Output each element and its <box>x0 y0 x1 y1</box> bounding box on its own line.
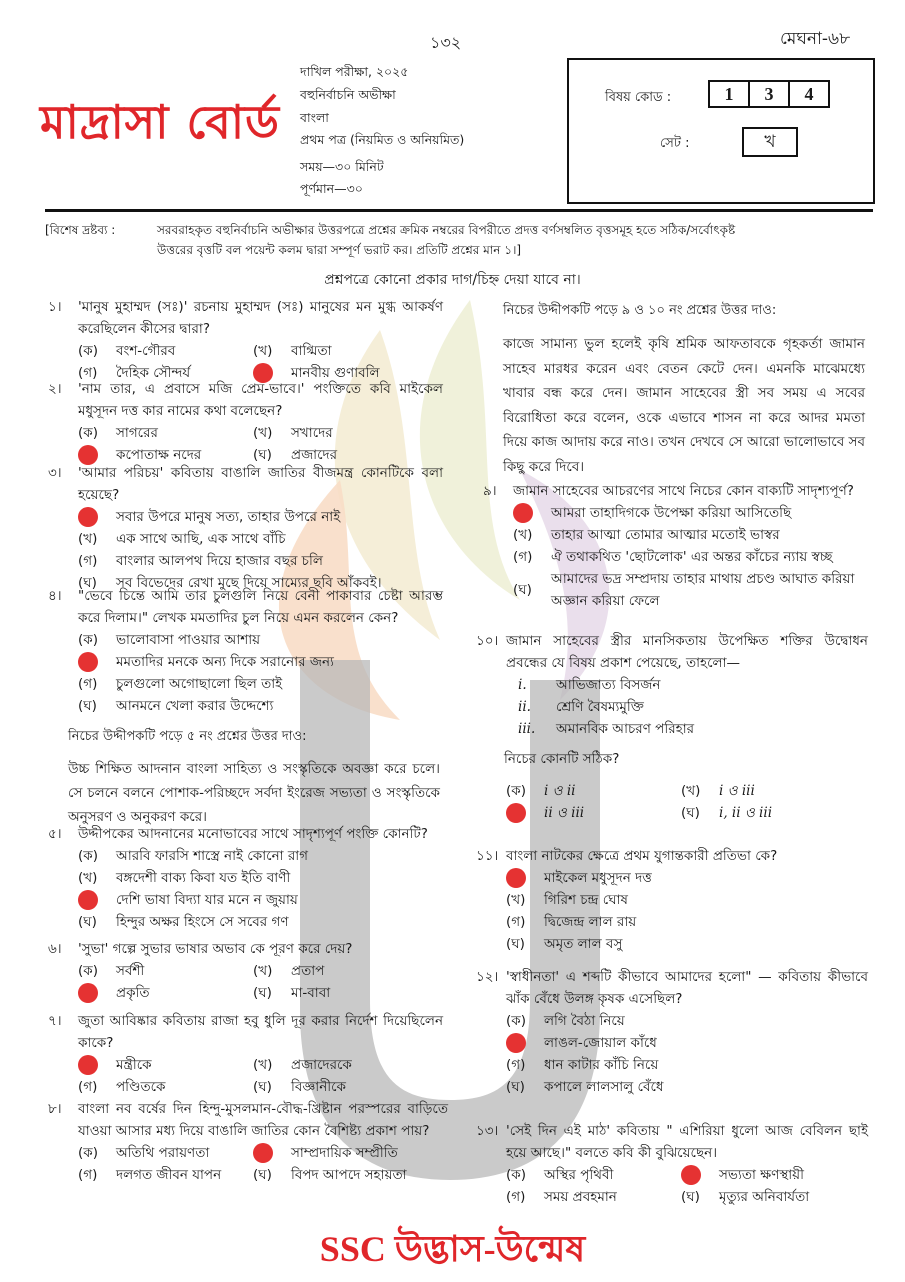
option-list <box>48 422 443 466</box>
option-label: (ঘ) <box>78 698 97 714</box>
option-text: সখাদের <box>291 425 333 441</box>
question-12 <box>476 966 868 1098</box>
question-7 <box>48 1010 443 1098</box>
page-number: ১৩২ <box>430 33 462 52</box>
question-4 <box>48 585 443 717</box>
question-text: 'স্বাধীনতা' এ শব্দটি কীভাবে আমাদের হলো" — কবিতায় কীভাবে ঝাঁক বেঁধে উলঙ্গ কৃষক এসেছিল? <box>506 969 868 1007</box>
question-header <box>476 845 868 867</box>
option-text: আমাদের ভদ্র সম্প্রদায় তাহার মাথায় প্রচণ্ড আঘাত করিয়া অজ্ঞান করিয়া ফেলে <box>551 571 855 609</box>
option[interactable] <box>78 960 253 982</box>
option-list <box>476 867 868 955</box>
option-label: (খ) <box>253 425 273 441</box>
subject-code-cells <box>708 80 830 108</box>
option-label: (ঘ) <box>681 1189 700 1205</box>
option-text: লাঙল-জোয়াল কাঁধে <box>544 1035 657 1051</box>
option[interactable] <box>253 960 443 982</box>
statement-item <box>518 718 868 740</box>
question-header <box>48 823 448 845</box>
question-text: উদ্দীপকের আদনানের মনোভাবের সাথে সাদৃশ্যপূর্ণ পংক্তি কোনটি? <box>78 826 428 842</box>
option-list <box>48 506 443 594</box>
question-text: জামান সাহেবের আচরণের সাথে নিচের কোন বাক্যটি সাদৃশ্যপূর্ণ? <box>513 483 854 499</box>
option-selected[interactable] <box>506 802 681 824</box>
option-label: (ঘ) <box>506 936 525 952</box>
option[interactable] <box>506 780 681 802</box>
option-label: (ক) <box>78 425 98 441</box>
option[interactable] <box>681 802 868 824</box>
question-text: জুতা আবিষ্কার কবিতায় রাজা হবু ধুলি দূর করার নির্দেশ দিয়েছিলেন কাকে? <box>78 1013 443 1051</box>
option-text: সময় প্রবহমান <box>544 1189 617 1205</box>
option-label: (ঘ) <box>253 447 272 463</box>
option-selected[interactable] <box>78 1054 253 1076</box>
option[interactable] <box>253 422 443 444</box>
subject-code-digit: 3 <box>750 82 790 106</box>
option-label: (গ) <box>506 1057 526 1073</box>
question-header <box>48 462 443 506</box>
option-text: দলগত জীবন যাপন <box>116 1167 222 1183</box>
question-text: বাংলা নব বর্ষের দিন হিন্দু-মুসলমান-বৌদ্ধ-খ্রিষ্টান পরস্পরের বাড়িতে যাওয়া আসার মধ্য দিয়ে বাঙালি জাতির কোন বৈশিষ্ট্য প্রকাশ পায়? <box>78 1101 448 1139</box>
exam-name: দাখিল পরীক্ষা, ২০২৫ <box>300 64 409 79</box>
option-label: (গ) <box>78 365 98 381</box>
filled-answer-bubble-icon <box>506 1033 526 1053</box>
option[interactable] <box>78 1164 253 1186</box>
option-text: এক সাথে আছি, এক সাথে বাঁচি <box>116 531 286 547</box>
option-label: (ক) <box>78 1145 98 1161</box>
option[interactable] <box>78 528 443 550</box>
statement-label: i. <box>518 677 527 693</box>
option-text: তাহার আত্মা তোমার আত্মার মতোই ভাস্বর <box>551 527 780 543</box>
option-label: (খ) <box>78 870 98 886</box>
option[interactable] <box>78 845 448 867</box>
option-label: (ক) <box>78 343 98 359</box>
option-text: আরবি ফারসি শাস্ত্রে নাই কোনো রাগ <box>116 848 309 864</box>
filled-answer-bubble-icon <box>78 652 98 672</box>
option-text: চুলগুলো অগোছালো ছিল তাই <box>116 676 283 692</box>
statement-text: আভিজাত্য বিসর্জন <box>556 677 661 693</box>
question-text: 'সুভা' গল্পে সুভার ভাষার অভাব কে পূরণ করে দেয়? <box>78 941 353 957</box>
option[interactable] <box>78 695 443 717</box>
option[interactable] <box>253 982 443 1004</box>
option-text: প্রকৃতি <box>116 985 150 1001</box>
option-label: (খ) <box>253 1057 273 1073</box>
option-text: কপালে লালসালু বেঁধে <box>544 1079 664 1095</box>
stimulus-text: কাজে সামান্য ভুল হলেই কৃষি শ্রমিক আফতাবকে গৃহকর্তা জামান সাহেব মারধর করেন এবং বেতন কেটে দেন। এমনকি মাঝেমধ্যে খাবার বন্ধ করে দেন। জামান সাহেবের স্ত্রী সব সময় এ সবের বিরোধিতা করে বলেন, ওকে এভাবে শাসন না করে আদর মমতা দিয়ে কাজ আদায় করে নাও। তখন দেখবে সে আরো ভালোভাবে সব কিছু করে দিবে। <box>503 336 865 475</box>
option-list <box>476 780 868 824</box>
option[interactable] <box>681 780 868 802</box>
option-text: বিজ্ঞানীকে <box>291 1079 347 1095</box>
option-label: (গ) <box>506 914 526 930</box>
option-text: মন্ত্রীকে <box>116 1057 152 1073</box>
option[interactable] <box>78 673 443 695</box>
option[interactable] <box>506 1164 681 1186</box>
statement-item <box>518 696 868 718</box>
set-label: সেট : <box>660 136 690 151</box>
subject-code-digit: 4 <box>804 84 814 104</box>
option-list <box>48 960 443 1004</box>
option-label: (ক) <box>78 963 98 979</box>
option-text: সব বিভেদের রেখা মুছে দিয়ে সাম্যের ছবি আঁকবই। <box>116 575 382 591</box>
option-label: (ঘ) <box>253 1079 272 1095</box>
option-selected[interactable] <box>506 867 868 889</box>
question-text: 'আমার পরিচয়' কবিতায় বাঙালি জাতির বীজমন্ত্র কোনটিকে বলা হয়েছে? <box>78 465 443 503</box>
option[interactable] <box>506 1054 868 1076</box>
option[interactable] <box>253 340 443 362</box>
question-2 <box>48 378 443 466</box>
option[interactable] <box>78 422 253 444</box>
option-label: (ঘ) <box>506 1079 525 1095</box>
option-text: বংশ-গৌরব <box>116 343 176 359</box>
option-label: (ক) <box>78 848 98 864</box>
option[interactable] <box>78 867 448 889</box>
question-header <box>476 1120 868 1164</box>
note-line-2: উত্তরের বৃত্তটি বল পয়েন্ট কলম দ্বারা সম্পূর্ণ ভরাট কর। প্রতিটি প্রশ্নের মান ১।] <box>157 243 522 257</box>
option-text: সবার উপরে মানুষ সত্য, তাহার উপরে নাই <box>116 509 341 525</box>
question-number: ৫। <box>48 826 62 842</box>
option-text: ধান কাটার কাঁচি নিয়ে <box>544 1057 659 1073</box>
option-text: অস্থির পৃথিবী <box>544 1167 614 1183</box>
option-list <box>483 502 868 612</box>
question-header <box>48 585 443 629</box>
option-text: মমতাদির মনকে অন্য দিকে সরানোর জন্য <box>116 654 334 670</box>
option-label: (ক) <box>506 1167 526 1183</box>
option[interactable] <box>506 1010 868 1032</box>
stimulus-text: উচ্চ শিক্ষিত আদনান বাংলা সাহিত্য ও সংস্কৃতিকে অবজ্ঞা করে চলে। সে চলনে বলনে পোশাক-পরিচ্ছদে সর্বদা ইংরেজ সভ্যতা ও সংস্কৃতিকে অনুসরণ ও অনুকরণ করে। <box>68 761 440 825</box>
option-text: দ্বিজেন্দ্র লাল রায় <box>544 914 637 930</box>
option-list <box>48 629 443 717</box>
question-10 <box>476 630 868 824</box>
option-list <box>48 1142 448 1186</box>
option-text: কপোতাক্ষ নদের <box>116 447 202 463</box>
option-label: (খ) <box>253 343 273 359</box>
stimulus-heading: নিচের উদ্দীপকটি পড়ে ৫ নং প্রশ্নের উত্তর দাও: <box>68 729 307 744</box>
option-text: সাম্প্রদায়িক সম্প্রীতি <box>291 1145 398 1161</box>
option-label: (ঘ) <box>681 805 700 821</box>
set-value: খ <box>742 127 798 157</box>
filled-answer-bubble-icon <box>506 803 526 823</box>
option-label: (খ) <box>253 963 273 979</box>
option-text: মানবীয় গুণাবলি <box>291 365 380 381</box>
option-text: দেশি ভাষা বিদ্যা যার মনে ন জুয়ায় <box>116 892 298 908</box>
option-text: মাইকেল মধুসূদন দত্ত <box>544 870 652 886</box>
option-text: বাংলার আলপথ দিয়ে হাজার বছর চলি <box>116 553 323 569</box>
question-text: জামান সাহেবের স্ত্রীর মানসিকতায় উপেক্ষিত শক্তির উদ্বোধন প্রবন্ধের যে বিষয় প্রকাশ পেয়েছে, তাহলো— <box>506 633 868 671</box>
question-header <box>48 296 443 340</box>
option-text: i ও iii <box>719 783 755 799</box>
option-label: (গ) <box>78 553 98 569</box>
option[interactable] <box>253 1076 443 1098</box>
subject-code-digit: 1 <box>710 82 750 106</box>
special-note <box>45 220 875 260</box>
option-label: (গ) <box>78 676 98 692</box>
option[interactable] <box>506 889 868 911</box>
subject-code-label: বিষয় কোড : <box>605 90 672 105</box>
option-label: (খ) <box>681 783 701 799</box>
header-divider <box>45 209 873 212</box>
option[interactable] <box>681 1186 868 1208</box>
board-logo: মাদ্রাসা বোর্ড <box>40 95 280 149</box>
option[interactable] <box>253 1054 443 1076</box>
option-label: (গ) <box>78 1167 98 1183</box>
option-label: (ঘ) <box>78 575 97 591</box>
filled-answer-bubble-icon <box>681 1165 701 1185</box>
option-text: প্রজাদের <box>291 447 338 463</box>
question-number: ১৩। <box>476 1123 499 1139</box>
question-11 <box>476 845 868 955</box>
option-list <box>48 1054 443 1098</box>
option[interactable] <box>78 911 448 933</box>
option[interactable] <box>78 1142 253 1164</box>
option-text: প্রতাপ <box>291 963 325 979</box>
option-label: (ঘ) <box>78 914 97 930</box>
option-text: আমরা তাহাদিগকে উপেক্ষা করিয়া আসিতেছি <box>551 505 792 521</box>
statement-text: শ্রেণি বৈষম্যমুক্তি <box>556 699 644 715</box>
option-selected[interactable] <box>78 651 443 673</box>
question-text: 'মানুষ মুহাম্মদ (সঃ)' রচনায় মুহাম্মদ (সঃ) মানুষের মন মুগ্ধ আকর্ষণ করেছিলেন কীসের দ্বারা? <box>78 299 443 337</box>
question-number: ১২। <box>476 969 499 985</box>
question-header <box>476 630 868 674</box>
option-label: (খ) <box>506 892 526 908</box>
question-text: "ভেবে চিন্তে আমি তার চুলগুলি নিয়ে বেনী পাকাবার চেষ্টা আরম্ভ করে দিলাম।" লেখক মমতাদির চুল নিয়ে এমন করলেন কেন? <box>78 588 443 626</box>
option[interactable] <box>506 933 868 955</box>
question-number: ১০। <box>476 633 499 649</box>
option-label: (ক) <box>506 783 526 799</box>
question-5 <box>48 823 448 933</box>
statement-label: ii. <box>518 699 531 715</box>
question-header <box>48 378 443 422</box>
option-text: ভালোবাসা পাওয়ার আশায় <box>116 632 261 648</box>
option-label: (গ) <box>513 549 533 565</box>
statement-item <box>518 674 868 696</box>
statement-label: iii. <box>518 721 536 737</box>
option-label: (ঘ) <box>253 1167 272 1183</box>
option[interactable] <box>78 1076 253 1098</box>
option-text: বঙ্গদেশী বাক্য কিবা যত ইতি বাণী <box>116 870 291 886</box>
option-selected[interactable] <box>78 982 253 1004</box>
full-marks: পূর্ণমান—৩০ <box>300 181 363 196</box>
option[interactable] <box>513 524 868 546</box>
option[interactable] <box>253 1164 448 1186</box>
option-text: দৈহিক সৌন্দর্য <box>116 365 191 381</box>
option-text: গিরিশ চন্দ্র ঘোষ <box>544 892 628 908</box>
option-label: (ঘ) <box>253 985 272 1001</box>
question-header <box>48 1098 448 1142</box>
exam-type: বহুনির্বাচনি অভীক্ষা <box>300 87 396 102</box>
option-label: (ক) <box>506 1013 526 1029</box>
question-number: ২। <box>48 381 62 397</box>
option-text: বাগ্মিতা <box>291 343 332 359</box>
option-text: আনমনে খেলা করার উদ্দেশ্যে <box>116 698 274 714</box>
question-header <box>476 966 868 1010</box>
filled-answer-bubble-icon <box>506 868 526 888</box>
question-text: 'সেই দিন এই মাঠ' কবিতায় " এশিরিয়া ধুলো আজ বেবিলন ছাই হয়ে আছে।" বলতে কবি কী বুঝিয়েছেন। <box>506 1123 868 1161</box>
question-header <box>48 938 443 960</box>
option-text: পণ্ডিতকে <box>116 1079 166 1095</box>
filled-answer-bubble-icon <box>78 1055 98 1075</box>
option-text: সাগরের <box>116 425 158 441</box>
option-label: (গ) <box>506 1189 526 1205</box>
question-13 <box>476 1120 868 1208</box>
option-text: হিন্দুর অক্ষর হিংসে সে সবের গণ <box>116 914 289 930</box>
filled-answer-bubble-icon <box>78 983 98 1003</box>
question-number: ১। <box>48 299 62 315</box>
question-header <box>483 480 868 502</box>
option[interactable] <box>513 568 868 612</box>
question-6 <box>48 938 443 1004</box>
option-text: সর্বশী <box>116 963 145 979</box>
option-text: মৃত্যুর অনিবার্যতা <box>719 1189 810 1205</box>
option-label: (খ) <box>78 531 98 547</box>
option-label: (গ) <box>78 1079 98 1095</box>
option-text: প্রজাদেরকে <box>291 1057 352 1073</box>
option-text: i, ii ও iii <box>719 805 773 821</box>
option-selected[interactable] <box>513 502 868 524</box>
question-text: 'নাম তার, এ প্রবাসে মজি প্রেম-ভাবে।' পংক্তিতে কবি মাইকেল মধুসূদন দত্ত কার নামের কথা বলেছেন? <box>78 381 443 419</box>
question-number: ৬। <box>48 941 62 957</box>
option-text: লগি বৈঠা নিয়ে <box>544 1013 625 1029</box>
statement-list <box>476 674 868 740</box>
option[interactable] <box>506 911 868 933</box>
statement-prompt: নিচের কোনটি সঠিক? <box>504 751 620 767</box>
option-text: সভ্যতা ক্ষণস্থায়ী <box>719 1167 804 1183</box>
question-header <box>48 1010 443 1054</box>
option-text: মা-বাবা <box>291 985 331 1001</box>
question-1 <box>48 296 443 384</box>
filled-answer-bubble-icon <box>78 507 98 527</box>
statement-text: অমানবিক আচরণ পরিহার <box>556 721 695 737</box>
question-number: ৪। <box>48 588 62 604</box>
note-label: [বিশেষ দ্রষ্টব্য : <box>45 223 116 237</box>
question-number: ৩। <box>48 465 62 481</box>
option-text: বিপদ আপদে সহায়তা <box>291 1167 407 1183</box>
option-selected[interactable] <box>506 1032 868 1054</box>
filled-answer-bubble-icon <box>78 890 98 910</box>
option-label: (খ) <box>513 527 533 543</box>
option[interactable] <box>506 1186 681 1208</box>
option[interactable] <box>506 1076 868 1098</box>
option-text: অতিথি পরায়ণতা <box>116 1145 210 1161</box>
option-list <box>48 845 448 933</box>
note-line-1: সরবরাহকৃত বহুনির্বাচনি অভীক্ষার উত্তরপত্রে প্রশ্নের ক্রমিক নম্বরের বিপরীতে প্রদত্ত বর্ণসম্বলিত বৃত্তসমূহ হতে সঠিক/সর্বোৎকৃষ্ট <box>157 223 736 237</box>
option-selected[interactable] <box>253 1142 448 1164</box>
stimulus-heading: নিচের উদ্দীপকটি পড়ে ৯ ও ১০ নং প্রশ্নের উত্তর দাও: <box>503 303 777 318</box>
question-text: বাংলা নাটকের ক্ষেত্রে প্রথম যুগান্তকারী প্রতিভা কে? <box>506 848 778 864</box>
exam-time: সময়—৩০ মিনিট <box>300 159 384 174</box>
question-8 <box>48 1098 448 1186</box>
option-text: ii ও iii <box>544 805 585 821</box>
question-3 <box>48 462 443 594</box>
option[interactable] <box>78 340 253 362</box>
option-list <box>476 1164 868 1208</box>
series-label: মেঘনা-৬৮ <box>780 29 851 49</box>
warning-text: প্রশ্নপত্রে কোনো প্রকার দাগ/চিহ্ন দেয়া যাবে না। <box>324 272 581 288</box>
filled-answer-bubble-icon <box>253 1143 273 1163</box>
option-label: (ক) <box>78 632 98 648</box>
question-number: ১১। <box>476 848 499 864</box>
option[interactable] <box>513 546 868 568</box>
filled-answer-bubble-icon <box>513 503 533 523</box>
question-number: ৮। <box>48 1101 62 1117</box>
option-selected[interactable] <box>681 1164 868 1186</box>
paper-name: প্রথম পত্র (নিয়মিত ও অনিয়মিত) <box>300 132 465 147</box>
footer-brand: SSC উদ্ভাস-উন্মেষ <box>319 1229 586 1269</box>
option-selected[interactable] <box>78 889 448 911</box>
option-text: ঐ তথাকথিত 'ছোটলোক' এর অন্তর কাঁচের ন্যায় স্বচ্ছ <box>551 549 833 565</box>
option-label: (ঘ) <box>513 582 532 598</box>
option-list <box>476 1010 868 1098</box>
question-number: ৯। <box>483 483 497 499</box>
question-number: ৭। <box>48 1013 62 1029</box>
option-text: i ও ii <box>544 783 576 799</box>
option-selected[interactable] <box>78 506 443 528</box>
option[interactable] <box>78 550 443 572</box>
option-text: অমৃত লাল বসু <box>544 936 623 952</box>
option[interactable] <box>78 629 443 651</box>
subject-name: বাংলা <box>300 110 329 125</box>
question-9 <box>483 480 868 612</box>
